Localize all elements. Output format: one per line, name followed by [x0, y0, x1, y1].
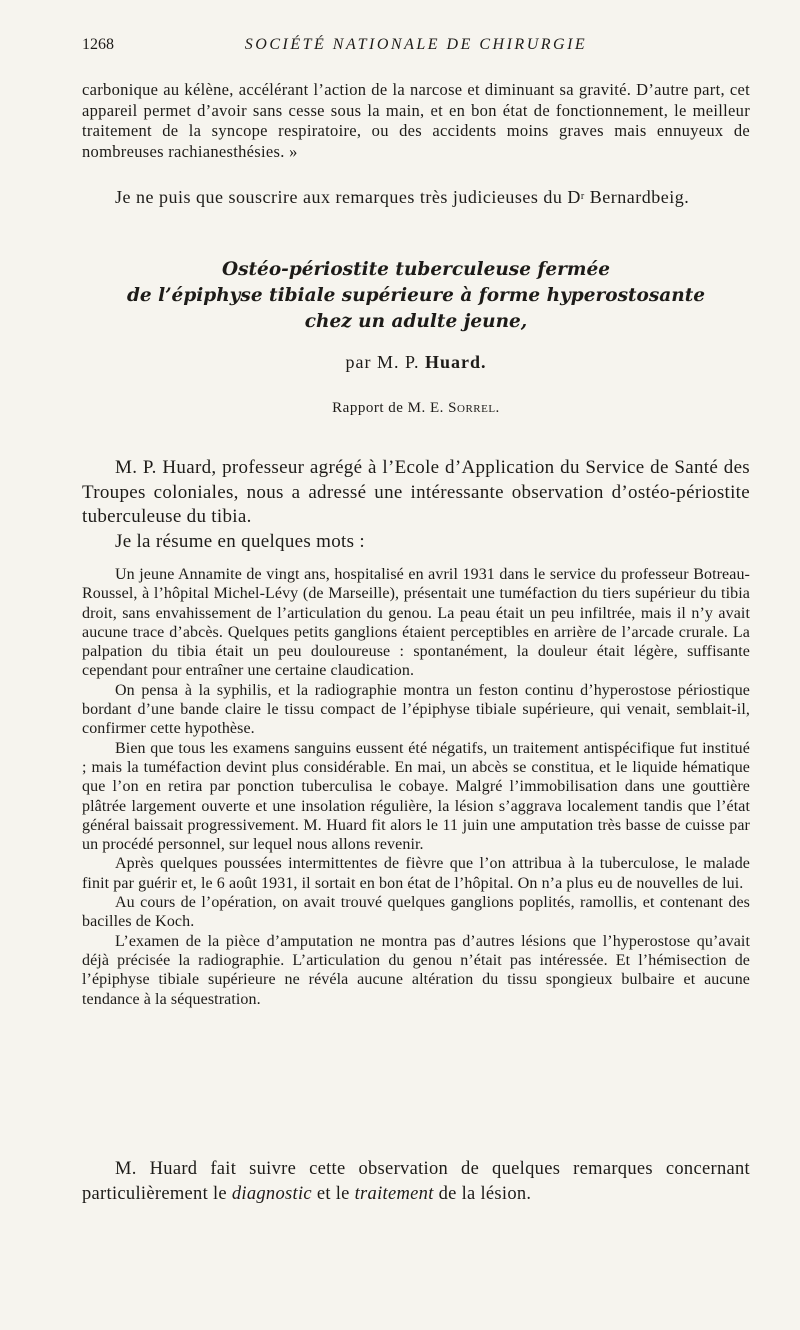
- page-number: 1268: [82, 36, 114, 53]
- article-byline: [82, 352, 750, 373]
- reporter-comment: [82, 186, 750, 209]
- reporter-name: Sorrel.: [448, 400, 500, 416]
- superscript: r: [580, 191, 585, 202]
- article-title: [82, 257, 750, 335]
- paragraph: [82, 1157, 750, 1206]
- paragraph: Bien que tous les examens sanguins eussent été négatifs, un traitement antispécifique fut institué ; mais la tuméfaction devint plus considérable. En mai, un abcès se constitua, et le liquide hématique que l’on en retira par ponction tuberculisa le cobaye. Malgré l’immobilisation dans une gouttière plâtrée largement ouverte et une insolation régulière, la lésion s’aggrava localement tandis que l’état général baissait progressivement. M. Huard fit alors le 11 juin une amputation très basse de cuisse par un procédé personnel, sur lequel nous allons revenir.: [82, 739, 750, 854]
- emphasis: traitement: [354, 1183, 434, 1204]
- text-run: Je ne puis que souscrire aux remarques très judicieuses du D: [115, 187, 581, 207]
- text-run: et le: [311, 1183, 355, 1204]
- case-observation: [82, 565, 750, 1009]
- title-line: de l’épiphyse tibiale supérieure à forme hyperostosante: [126, 285, 706, 306]
- running-header: [82, 36, 750, 58]
- title-line: chez un adulte jeune,: [304, 311, 528, 332]
- emphasis: diagnostic: [231, 1183, 312, 1204]
- text-run: M. Huard fait suivre cette observation de quelques remarques concernant particulièrement le: [82, 1159, 750, 1204]
- report-prefix: Rapport de M. E.: [332, 400, 449, 416]
- journal-title: SOCIÉTÉ NATIONALE DE CHIRURGIE: [244, 36, 588, 53]
- paragraph: carbonique au kélène, accélérant l’action de la narcose et diminuant sa gravité. D’autre part, cet appareil permet d’avoir sans cesse sous la main, et en bon état de fonctionnement, le meilleur traitement de la syncope respiratoire, ou des accidents moins graves mais ennuyeux de nombreuses rachianesthésies. »: [82, 80, 750, 161]
- paragraph: [82, 186, 750, 209]
- author-name: Huard.: [425, 352, 487, 372]
- paragraph: Je la résume en quelques mots :: [115, 530, 365, 552]
- text-run: Bernardbeig.: [584, 187, 690, 207]
- introduction: [82, 456, 750, 554]
- report-line: [82, 400, 750, 417]
- paragraph: M. P. Huard, professeur agrégé à l’Ecole d’Application du Service de Santé des Troupes coloniales, nous a adressé une intéressante observation d’ostéo-périostite tuberculeuse du tibia.: [82, 457, 750, 527]
- paragraph: Un jeune Annamite de vingt ans, hospitalisé en avril 1931 dans le service du professeur Botreau-Roussel, à l’hôpital Michel-Lévy (de Marseille), présentait une tuméfaction du tiers supérieur du tibia droit, sans envahissement de l’articulation du genou. La peau était un peu infiltrée, mais il n’y avait aucune trace d’abcès. Quelques petits ganglions étaient perceptibles en arrière de l’arcade crurale. La palpation du tibia était un peu douloureuse : spontanément, la douleur était légère, suffisante cependant pour entraîner une certaine claudication.: [82, 566, 750, 680]
- title-line: Ostéo-périostite tuberculeuse fermée: [221, 259, 611, 280]
- closing-paragraph: [82, 1157, 750, 1206]
- paragraph: On pensa à la syphilis, et la radiographie montra un feston continu d’hyperostose périostique bordant d’une bande claire le tissu compact de l’épiphyse tibiale supérieure, qui venait, semblait-il, confirmer cette hypothèse.: [82, 681, 750, 738]
- quoted-passage-end: [82, 80, 750, 162]
- paragraph: Au cours de l’opération, on avait trouvé quelques ganglions poplités, ramollis, et contenant des bacilles de Koch.: [82, 894, 750, 931]
- byline-prefix: par M. P.: [345, 352, 425, 372]
- paragraph: Après quelques poussées intermittentes de fièvre que l’on attribua à la tuberculose, le malade finit par guérir et, le 6 août 1931, il sortait en bon état de l’hôpital. On n’a plus eu de nouvelles de lui.: [82, 855, 750, 892]
- paragraph: L’examen de la pièce d’amputation ne montra pas d’autres lésions que l’hyperostose qu’avait déjà précisée la radiographie. L’articulation du genou n’était pas intéressée. Et l’hémisection de l’épiphyse tibiale supérieure ne révéla aucune altération du tissu spongieux bulbaire et aucune tendance à la séquestration.: [82, 932, 750, 1008]
- text-run: de la lésion.: [433, 1183, 532, 1204]
